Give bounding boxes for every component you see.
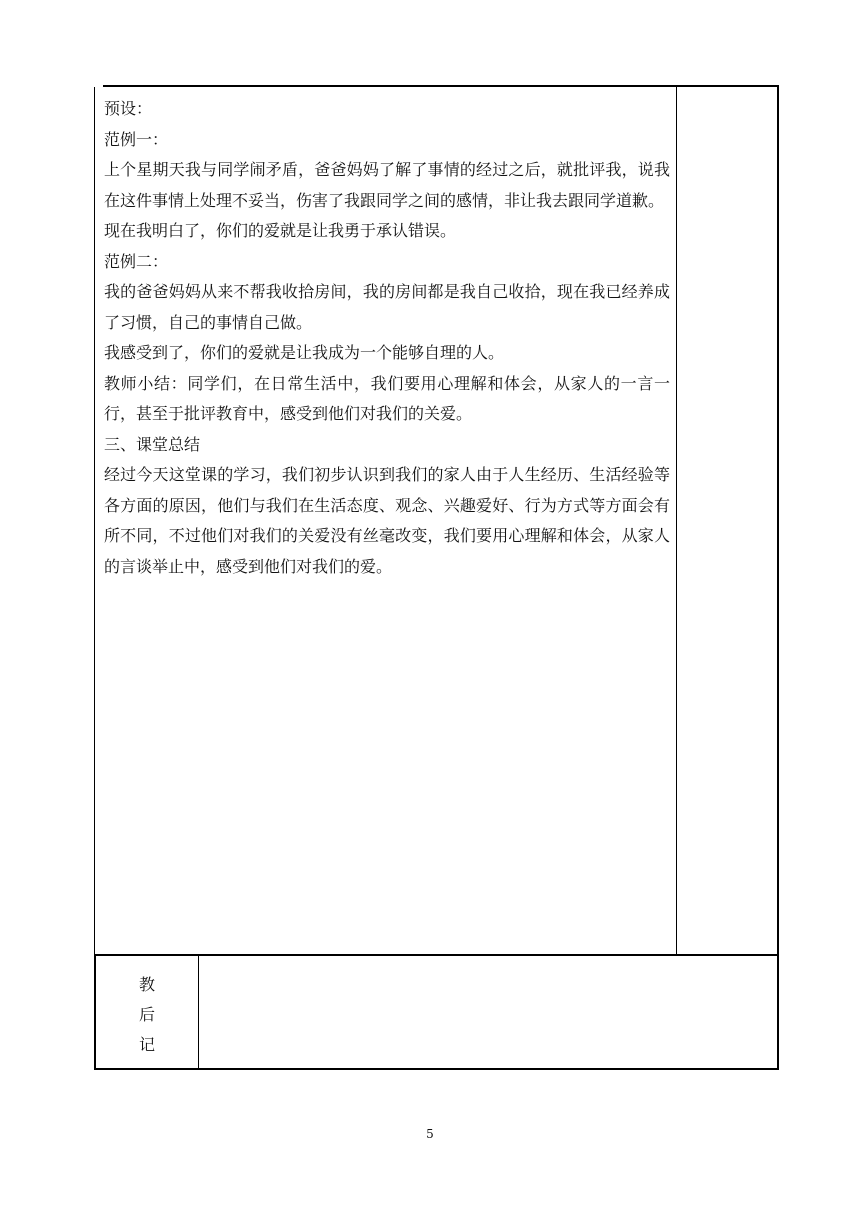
- paragraph-preset: 预设：: [104, 99, 153, 118]
- paragraph-example-one-body: 上个星期天我与同学闹矛盾，爸爸妈妈了解了事情的经过之后，就批评我，说我在这件事情上处理不妥当，伤害了我跟同学之间的感情，非让我去跟同学道歉。: [104, 160, 670, 210]
- paragraph-example-two-heading: 范例二：: [104, 251, 169, 271]
- paragraph-example-one-conclusion: 现在我明白了，你们的爱就是让我勇于承认错误。: [104, 221, 457, 240]
- postscript-divider: [198, 955, 199, 1070]
- postscript-label-char: 记: [138, 1035, 155, 1054]
- paragraph-teacher-summary: 教师小结：同学们，在日常生活中，我们要用心理解和体会，从家人的一言一行，甚至于批评教育中，感受到他们对我们的关爱。: [104, 373, 670, 423]
- section-heading-class-summary: 三、课堂总结: [104, 434, 201, 454]
- postscript-label: [96, 970, 198, 1060]
- paragraph-class-summary: 经过今天这堂课的学习，我们初步认识到我们的家人由于人生经历、生活经验等各方面的原因，他们与我们在生活态度、观念、兴趣爱好、行为方式等方面会有所不同，不过他们对我们的关爱没有丝毫改变，我们要用心理解和体会，从家人的言谈举止中，感受到他们对我们的爱。: [104, 465, 670, 576]
- paragraph-example-two-body: 我的爸爸妈妈从来不帮我收拾房间，我的房间都是我自己收拾，现在我已经养成了习惯，自己的事情自己做。: [104, 282, 670, 332]
- lesson-content: [104, 94, 670, 582]
- postscript-label-char: 后: [138, 1005, 155, 1024]
- notes-column-divider: [676, 87, 677, 955]
- paragraph-example-two-conclusion: 我感受到了，你们的爱就是让我成为一个能够自理的人。: [104, 343, 505, 362]
- page-number: 5: [426, 1127, 434, 1141]
- paragraph-example-one-heading: 范例一：: [104, 129, 169, 149]
- postscript-label-char: 教: [138, 975, 155, 994]
